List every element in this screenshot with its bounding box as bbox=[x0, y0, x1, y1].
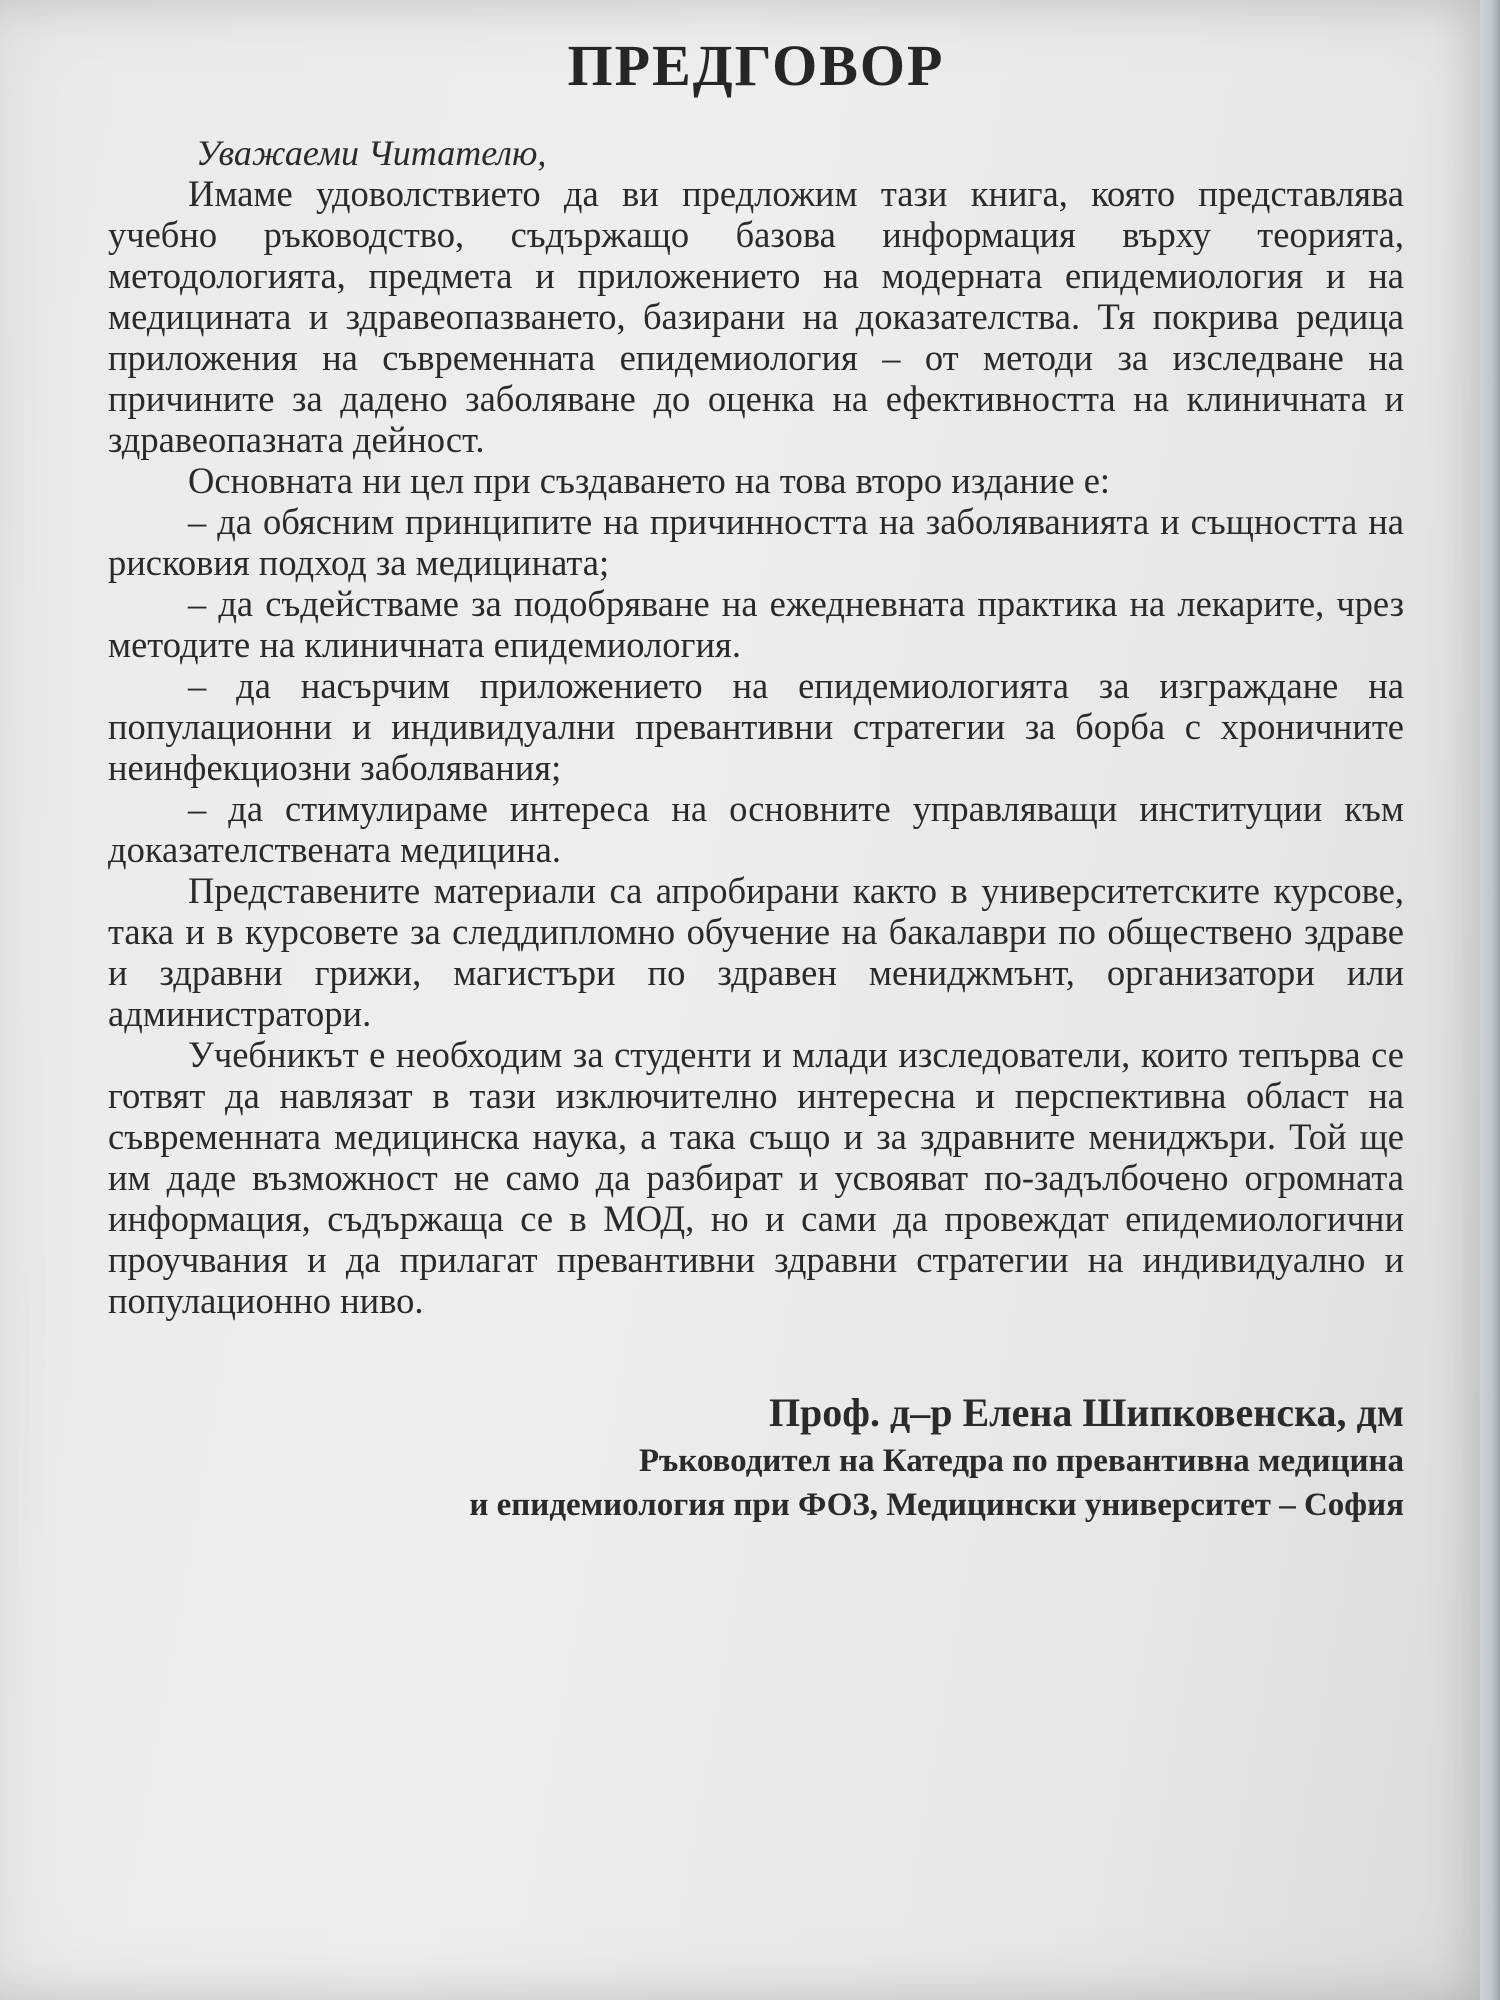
list-item-prevention-strategies: – да насърчим приложението на епидемиологията за изграждане на популационни и индивидуални превантивни стратегии за борба с хроничните неинфекциозни заболявания; bbox=[108, 665, 1404, 788]
signature-affiliation: и епидемиология при ФОЗ, Медицински университет – София bbox=[469, 1487, 1404, 1523]
list-item-clinical-practice: – да съдействаме за подобряване на ежедневната практика на лекарите, чрез методите на клиничната епидемиология. bbox=[108, 583, 1404, 665]
list-item-causality: – да обясним принципите на причинността на заболяванията и същността на рисковия подход за медицината; bbox=[108, 501, 1404, 583]
paragraph-audience: Учебникът е необходим за студенти и млади изследователи, които тепърва се готвят да навлязат в тази изключително интересна и перспективна област на съвременната медицинска наука, а така също и за здравните мениджъри. Той ще им даде възможност не само да разбират и усвояват по-задълбочено огромната информация, съдържаща се в МОД, но и сами да провеждат епидемиологични проучвания и да прилагат превантивни здравни стратегии на индивидуално и популационно ниво. bbox=[108, 1034, 1404, 1321]
page-title: ПРЕДГОВОР bbox=[567, 33, 945, 98]
signature-position: Ръководител на Катедра по превантивна медицина bbox=[638, 1443, 1404, 1479]
paragraph-intro: Имаме удоволствието да ви предложим тази книга, която представлява учебно ръководство, съдържащо базова информация върху теорията, методологията, предмета и приложението на модерната епидемиология и на медицината и здравеопазването, базирани на доказателства. Тя покрива редица приложения на съвременната епидемиология – от методи за изследване на причините за дадено заболяване до оценка на ефективността на клиничната и здравеопазната дейност. bbox=[108, 173, 1404, 460]
paragraph-materials: Представените материали са апробирани както в университетските курсове, така и в курсовете за следдипломно обучение на бакалаври по обществено здраве и здравни грижи, магистъри по здравен мениджмънт, организатори или администратори. bbox=[108, 870, 1404, 1034]
salutation: Уважаеми Читателю, bbox=[196, 133, 547, 173]
signature-block bbox=[108, 1387, 1404, 1527]
paragraph-goal: Основната ни цел при създаването на това второ издание е: bbox=[188, 460, 1111, 501]
signature-name: Проф. д–р Елена Шипковенска, дм bbox=[768, 1390, 1404, 1435]
page-content bbox=[108, 32, 1404, 1527]
list-item-evidence-medicine: – да стимулираме интереса на основните управляващи институции към доказателствената медицина. bbox=[108, 788, 1404, 870]
page-edge bbox=[1480, 0, 1500, 2000]
